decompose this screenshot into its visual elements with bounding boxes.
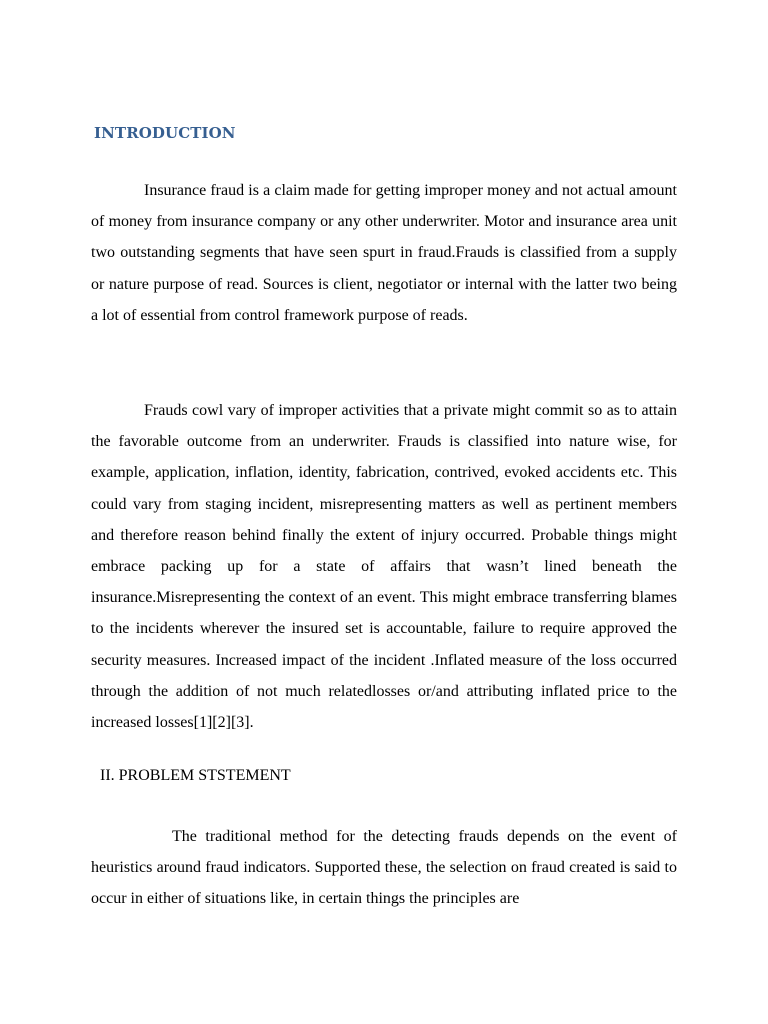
problem-statement-paragraph: The traditional method for the detecting frauds depends on the event of heuristics around fraud indicators. Supported these, the selection on fraud created is said to occur in either of situations like, in certain things the principles are bbox=[91, 828, 677, 908]
problem-statement-heading: II. PROBLEM STSTEMENT bbox=[100, 767, 291, 784]
intro-paragraph-1: Insurance fraud is a claim made for getting improper money and not actual amount of money from insurance company or any other underwriter. Motor and insurance area unit two outstanding segments that have seen spurt in fraud.Frauds is classified from a supply or nature purpose of read. Sources is client, negotiator or internal with the latter two being a lot of essential from control framework purpose of reads. bbox=[91, 182, 677, 324]
introduction-heading: INTRODUCTION bbox=[94, 124, 236, 142]
intro-paragraph-2: Frauds cowl vary of improper activities that a private might commit so as to attain the favorable outcome from an underwriter. Frauds is classified into nature wise, for example, application, inflation, identity, fabrication, contrived, evoked accidents etc. This could vary from staging incident, misrepresenting matters as well as pertinent members and therefore reason behind finally the extent of injury occurred. Probable things might embrace packing up for a state of affairs that wasn’t lined beneath the insurance.Misrepresenting the context of an event. This might embrace transferring blames to the incidents wherever the insured set is accountable, failure to require approved the security measures. Increased impact of the incident .Inflated measure of the loss occurred through the addition of not much relatedlosses or/and attributing inflated price to the increased losses[1][2][3]. bbox=[91, 402, 677, 732]
